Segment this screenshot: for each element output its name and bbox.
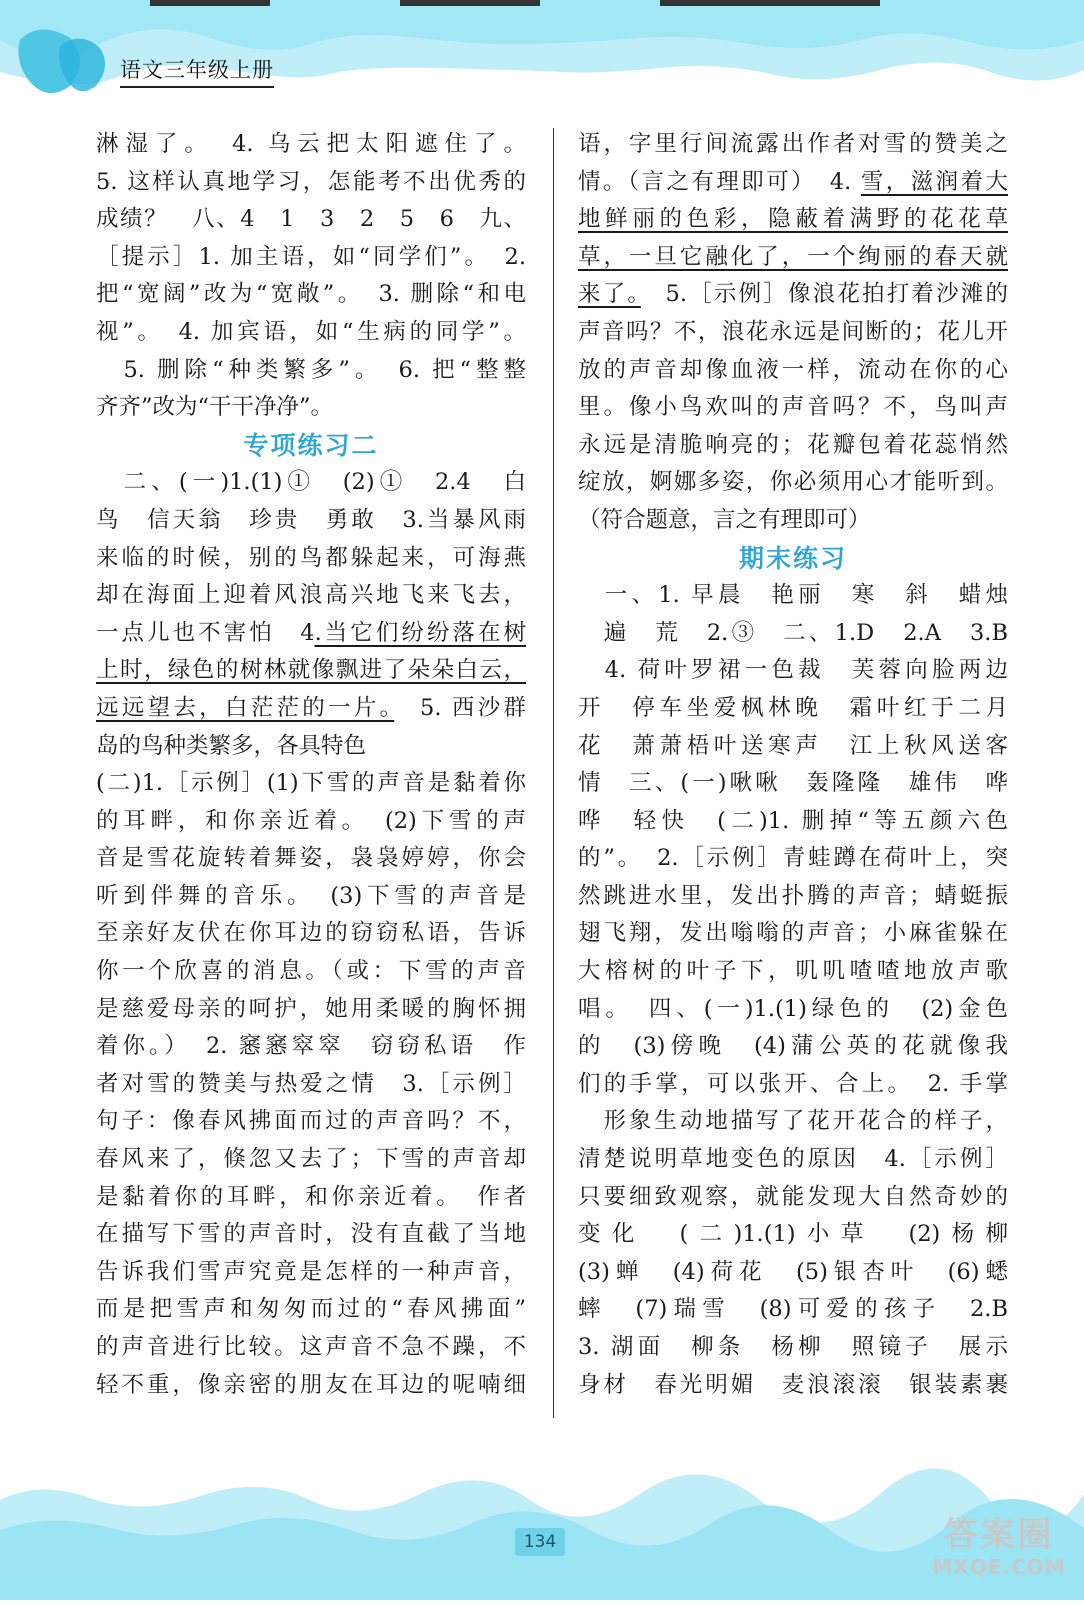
text-line: 绽放，婀娜多姿，你必须用心才能听到。 — [578, 469, 1008, 496]
text-line: 5. 删除“种类繁多”。 6. 把“整整 — [96, 356, 526, 383]
watermark-logo — [924, 1515, 1074, 1595]
page-number: 134 — [515, 1528, 565, 1556]
page-header — [0, 0, 1084, 120]
book-title: 语文三年级上册 — [120, 54, 274, 88]
text-line: (3)蝉 (4)荷花 (5)银杏叶 (6)蟋 — [578, 1258, 1008, 1285]
text-line: 淋湿了。 4. 乌云把太阳遮住了。 — [96, 131, 526, 157]
text-line: 句子：像春风拂面而过的声音吗？不， — [96, 1108, 526, 1135]
text-line: 4. 荷叶罗裙一色裁 芙蓉向脸两边 — [578, 657, 1008, 684]
text-line: 草，一旦它融化了，一个绚丽的春天就 — [578, 243, 1008, 270]
text-line: 着你。） 2. 窸窸窣窣 窃窃私语 作 — [96, 1033, 526, 1060]
watermark-text: 答案圈 — [943, 1515, 1055, 1555]
text-line: 成绩？ 八、4 1 3 2 5 6 九、 — [96, 206, 526, 233]
text-line: 告诉我们雪声究竟是怎样的一种声音， — [96, 1258, 526, 1285]
text-line: 里。像小鸟欢叫的声音吗？不，鸟叫声 — [578, 394, 1008, 421]
text-line: 音是雪花旋转着舞姿，袅袅婷婷，你会 — [96, 845, 526, 872]
text-line: 是慈爱母亲的呵护，她用柔暖的胸怀拥 — [96, 995, 526, 1022]
text-line: 唱。 四、(一)1.(1)绿色的 (2)金色 — [578, 995, 1008, 1022]
text-line: 3. 湖面 柳条 杨柳 照镜子 展示 — [578, 1334, 1008, 1360]
section-heading: 期末练习 — [738, 543, 847, 573]
text-line: 者对雪的赞美与热爱之情 3.［示例］ — [96, 1070, 526, 1097]
text-line: 们的手掌，可以张开、合上。 2. 手掌 — [578, 1070, 1008, 1097]
text-line: 5. 这样认真地学习，怎能考不出优秀的 — [96, 168, 526, 195]
text-line: 永远是清脆响亮的；花瓣包着花蕊悄然 — [578, 431, 1008, 458]
text-line: 哗 轻快 (二)1. 删掉“等五颜六色 — [578, 807, 1008, 834]
text-line: 岛的鸟种类繁多，各具特色 — [96, 732, 367, 759]
right-text-column — [578, 126, 1008, 1404]
text-line: 放的声音却像血液一样，流动在你的心 — [578, 356, 1008, 383]
text-line: 声音吗？不，浪花永远是间断的；花儿开 — [578, 318, 1008, 345]
text-line: ［提示］1. 加主语，如“同学们”。 2. — [96, 243, 526, 270]
text-line: 至亲好友伏在你耳边的窃窃私语，告诉 — [96, 920, 526, 947]
text-line: 来临的时候，别的鸟都躲起来，可海燕 — [96, 544, 526, 571]
section-heading: 专项练习二 — [243, 430, 379, 460]
text-line: 只要细致观察，就能发现大自然奇妙的 — [578, 1183, 1008, 1210]
text-line: 情 三、(一)啾啾 轰隆隆 雄伟 哗 — [578, 770, 1008, 797]
watermark-url: MXQE.COM — [932, 1555, 1066, 1579]
text-line: 的声音进行比较。这声音不急不躁，不 — [96, 1334, 526, 1360]
text-line: 把“宽阔”改为“宽敞”。 3. 删除“和电 — [96, 281, 526, 308]
text-line: 翅飞翔，发出嗡嗡的声音；小麻雀躲在 — [578, 920, 1008, 947]
text-line: 是黏着你的耳畔，和你亲近着。 作者 — [96, 1183, 526, 1210]
text-line: 在描写下雪的声音时，没有直截了当地 — [96, 1221, 526, 1248]
text-line: 情。（言之有理即可） 4. 雪，滋润着大 — [578, 168, 1008, 195]
text-line: 春风来了，倏忽又去了；下雪的声音却 — [96, 1146, 526, 1173]
text-line: 视”。 4. 加宾语，如“生病的同学”。 — [96, 318, 526, 345]
text-line: 二、(一)1.(1)① (2)① 2.4 白 — [96, 469, 526, 496]
text-line: 清楚说明草地变色的原因 4.［示例］ — [578, 1146, 1008, 1173]
text-line: 一点儿也不害怕 4.当它们纷纷落在树 — [96, 619, 526, 646]
text-line: 却在海面上迎着风浪高兴地飞来飞去， — [96, 582, 526, 609]
text-line: 一、1. 早晨 艳丽 寒 斜 蜡烛 — [578, 582, 1008, 609]
text-line: 身材 春光明媚 麦浪滚滚 银装素裹 — [578, 1371, 1008, 1398]
text-line: 上时，绿色的树林就像飘进了朵朵白云， — [96, 657, 526, 684]
footer-wave-decoration — [0, 1450, 1084, 1600]
column-divider — [553, 128, 554, 1418]
text-line: 轻不重，像亲密的朋友在耳边的呢喃细 — [96, 1371, 526, 1398]
text-line: (二)1.［示例］(1)下雪的声音是黏着你 — [96, 770, 526, 797]
text-line: 形象生动地描写了花开花合的样子， — [578, 1108, 1008, 1135]
text-line: 你一个欣喜的消息。（或：下雪的声音 — [96, 958, 526, 985]
text-line: 鸟 信天翁 珍贵 勇敢 3.当暴风雨 — [96, 506, 526, 533]
text-line: 遍 荒 2.③ 二、1.D 2.A 3.B — [578, 619, 1008, 646]
text-line: 变化 (二)1.(1)小草 (2)杨柳 — [578, 1221, 1008, 1248]
text-line: 然跳进水里，发出扑腾的声音；蜻蜓振 — [578, 882, 1008, 909]
text-line: 语，字里行间流露出作者对雪的赞美之 — [578, 131, 1008, 157]
text-line: 的 (3)傍晚 (4)蒲公英的花就像我 — [578, 1033, 1008, 1060]
left-text-column — [96, 126, 526, 1404]
text-line: 远远望去，白茫茫的一片。 5. 西沙群 — [96, 694, 526, 721]
page-footer — [0, 1450, 1084, 1600]
text-line: 大榕树的叶子下，叽叽喳喳地放声歌 — [578, 958, 1008, 985]
text-line: 听到伴舞的音乐。 (3)下雪的声音是 — [96, 882, 526, 909]
text-line: 开 停车坐爱枫林晚 霜叶红于二月 — [578, 694, 1008, 721]
text-line: 而是把雪声和匆匆而过的“春风拂面” — [96, 1296, 526, 1323]
text-line: 的耳畔，和你亲近着。 (2)下雪的声 — [96, 807, 526, 834]
text-line: （符合题意，言之有理即可） — [578, 506, 871, 533]
text-line: 地鲜丽的色彩，隐蔽着满野的花花草 — [578, 206, 1008, 233]
text-line: 蟀 (7)瑞雪 (8)可爱的孩子 2.B — [578, 1296, 1008, 1323]
text-line: 花 萧萧梧叶送寒声 江上秋风送客 — [578, 732, 1008, 759]
text-line: 来了。 5.［示例］像浪花拍打着沙滩的 — [578, 281, 1008, 308]
text-line: 的”。 2.［示例］青蛙蹲在荷叶上，突 — [578, 845, 1008, 872]
text-line: 齐齐”改为“干干净净”。 — [96, 394, 334, 421]
